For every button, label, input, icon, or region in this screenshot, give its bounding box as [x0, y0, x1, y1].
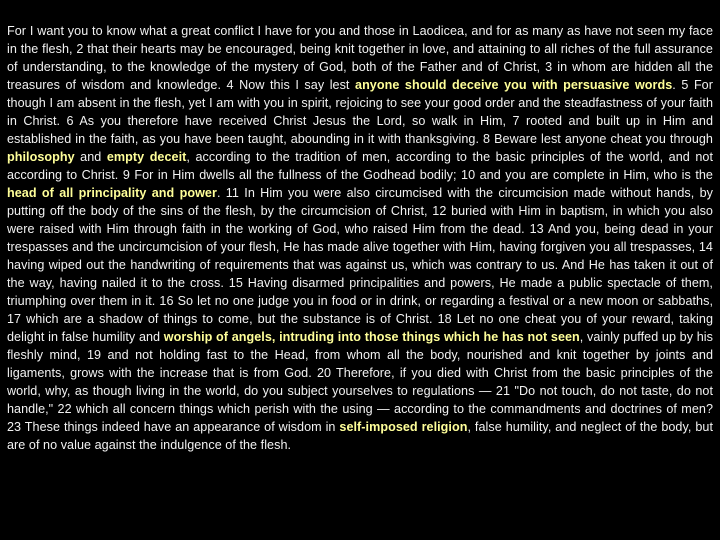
passage-segment: . 5 For though I am absent in the flesh, yet I am with you in spirit, rejoicing to see your good order and the steadfastness of your faith in Christ. 6 As you therefore have received Christ Jesus the Lord, so walk in Him, 7 rooted and built up in Him and established in the faith, as you have been taught, abounding in it with thanksgiving. 8 Beware lest anyone cheat you through: [7, 78, 713, 146]
highlighted-phrase: anyone should deceive you with persuasive words: [355, 78, 673, 92]
scripture-passage: [7, 22, 713, 454]
highlighted-phrase: philosophy: [7, 150, 75, 164]
passage-segment: , false humility, and neglect of the body, but are of no value against the indulgence of the flesh.: [7, 420, 714, 452]
passage-segment: and: [74, 150, 107, 164]
passage-segment: For I want you to know what a great conflict I have for you and those in Laodicea, and for as many as have not seen my face in the flesh, 2 that their hearts may be encouraged, being knit together in love, and attaining to all riches of the full assurance of understanding, to the knowledge of the mystery of God, both of the Father and of Christ, 3 in whom are hidden all the treasures of wisdom and knowledge. 4 Now this I say lest: [7, 24, 713, 92]
passage-segment: . 11 In Him you were also circumcised with the circumcision made without hands, by putting off the body of the sins of the flesh, by the circumcision of Christ, 12 buried with Him in baptism, in which you also were raised with Him through faith in the working of God, who raised Him from the dead. 13 And you, being dead in your trespasses and the uncircumcision of your flesh, He has made alive together with Him, having forgiven you all trespasses, 14 having wiped out the handwriting of requirements that was against us, which was contrary to us. And He has taken it out of the way, having nailed it to the cross. 15 Having disarmed principalities and powers, He made a public spectacle of them, triumphing over them in it. 16 So let no one judge you in food or in drink, or regarding a festival or a new moon or sabbaths, 17 which are a shadow of things to come, but the substance is of Christ. 18 Let no one cheat you of your reward, taking delight in false humility and: [7, 186, 713, 344]
highlighted-phrase: self-imposed religion: [339, 420, 468, 434]
highlighted-phrase: worship of angels, intruding into those things which he has not seen: [163, 330, 580, 344]
passage-segment: , vainly puffed up by his fleshly mind, 19 and not holding fast to the Head, from whom all the body, nourished and knit together by joints and ligaments, grows with the increase that is from God. 20 Therefore, if you died with Christ from the basic principles of the world, why, as though living in the world, do you subject yourselves to regulations — 21 "Do not touch, do not taste, do not handle," 22 which all concern things which perish with the using — according to the commandments and doctrines of men? 23 These things indeed have an appearance of wisdom in: [7, 330, 713, 434]
highlighted-phrase: empty deceit: [106, 150, 187, 164]
passage-segment: , according to the tradition of men, according to the basic principles of the world, and not according to Christ. 9 For in Him dwells all the fullness of the Godhead bodily; 10 and you are complete in Him, who is the: [7, 150, 713, 182]
highlighted-phrase: head of all principality and power: [7, 186, 217, 200]
